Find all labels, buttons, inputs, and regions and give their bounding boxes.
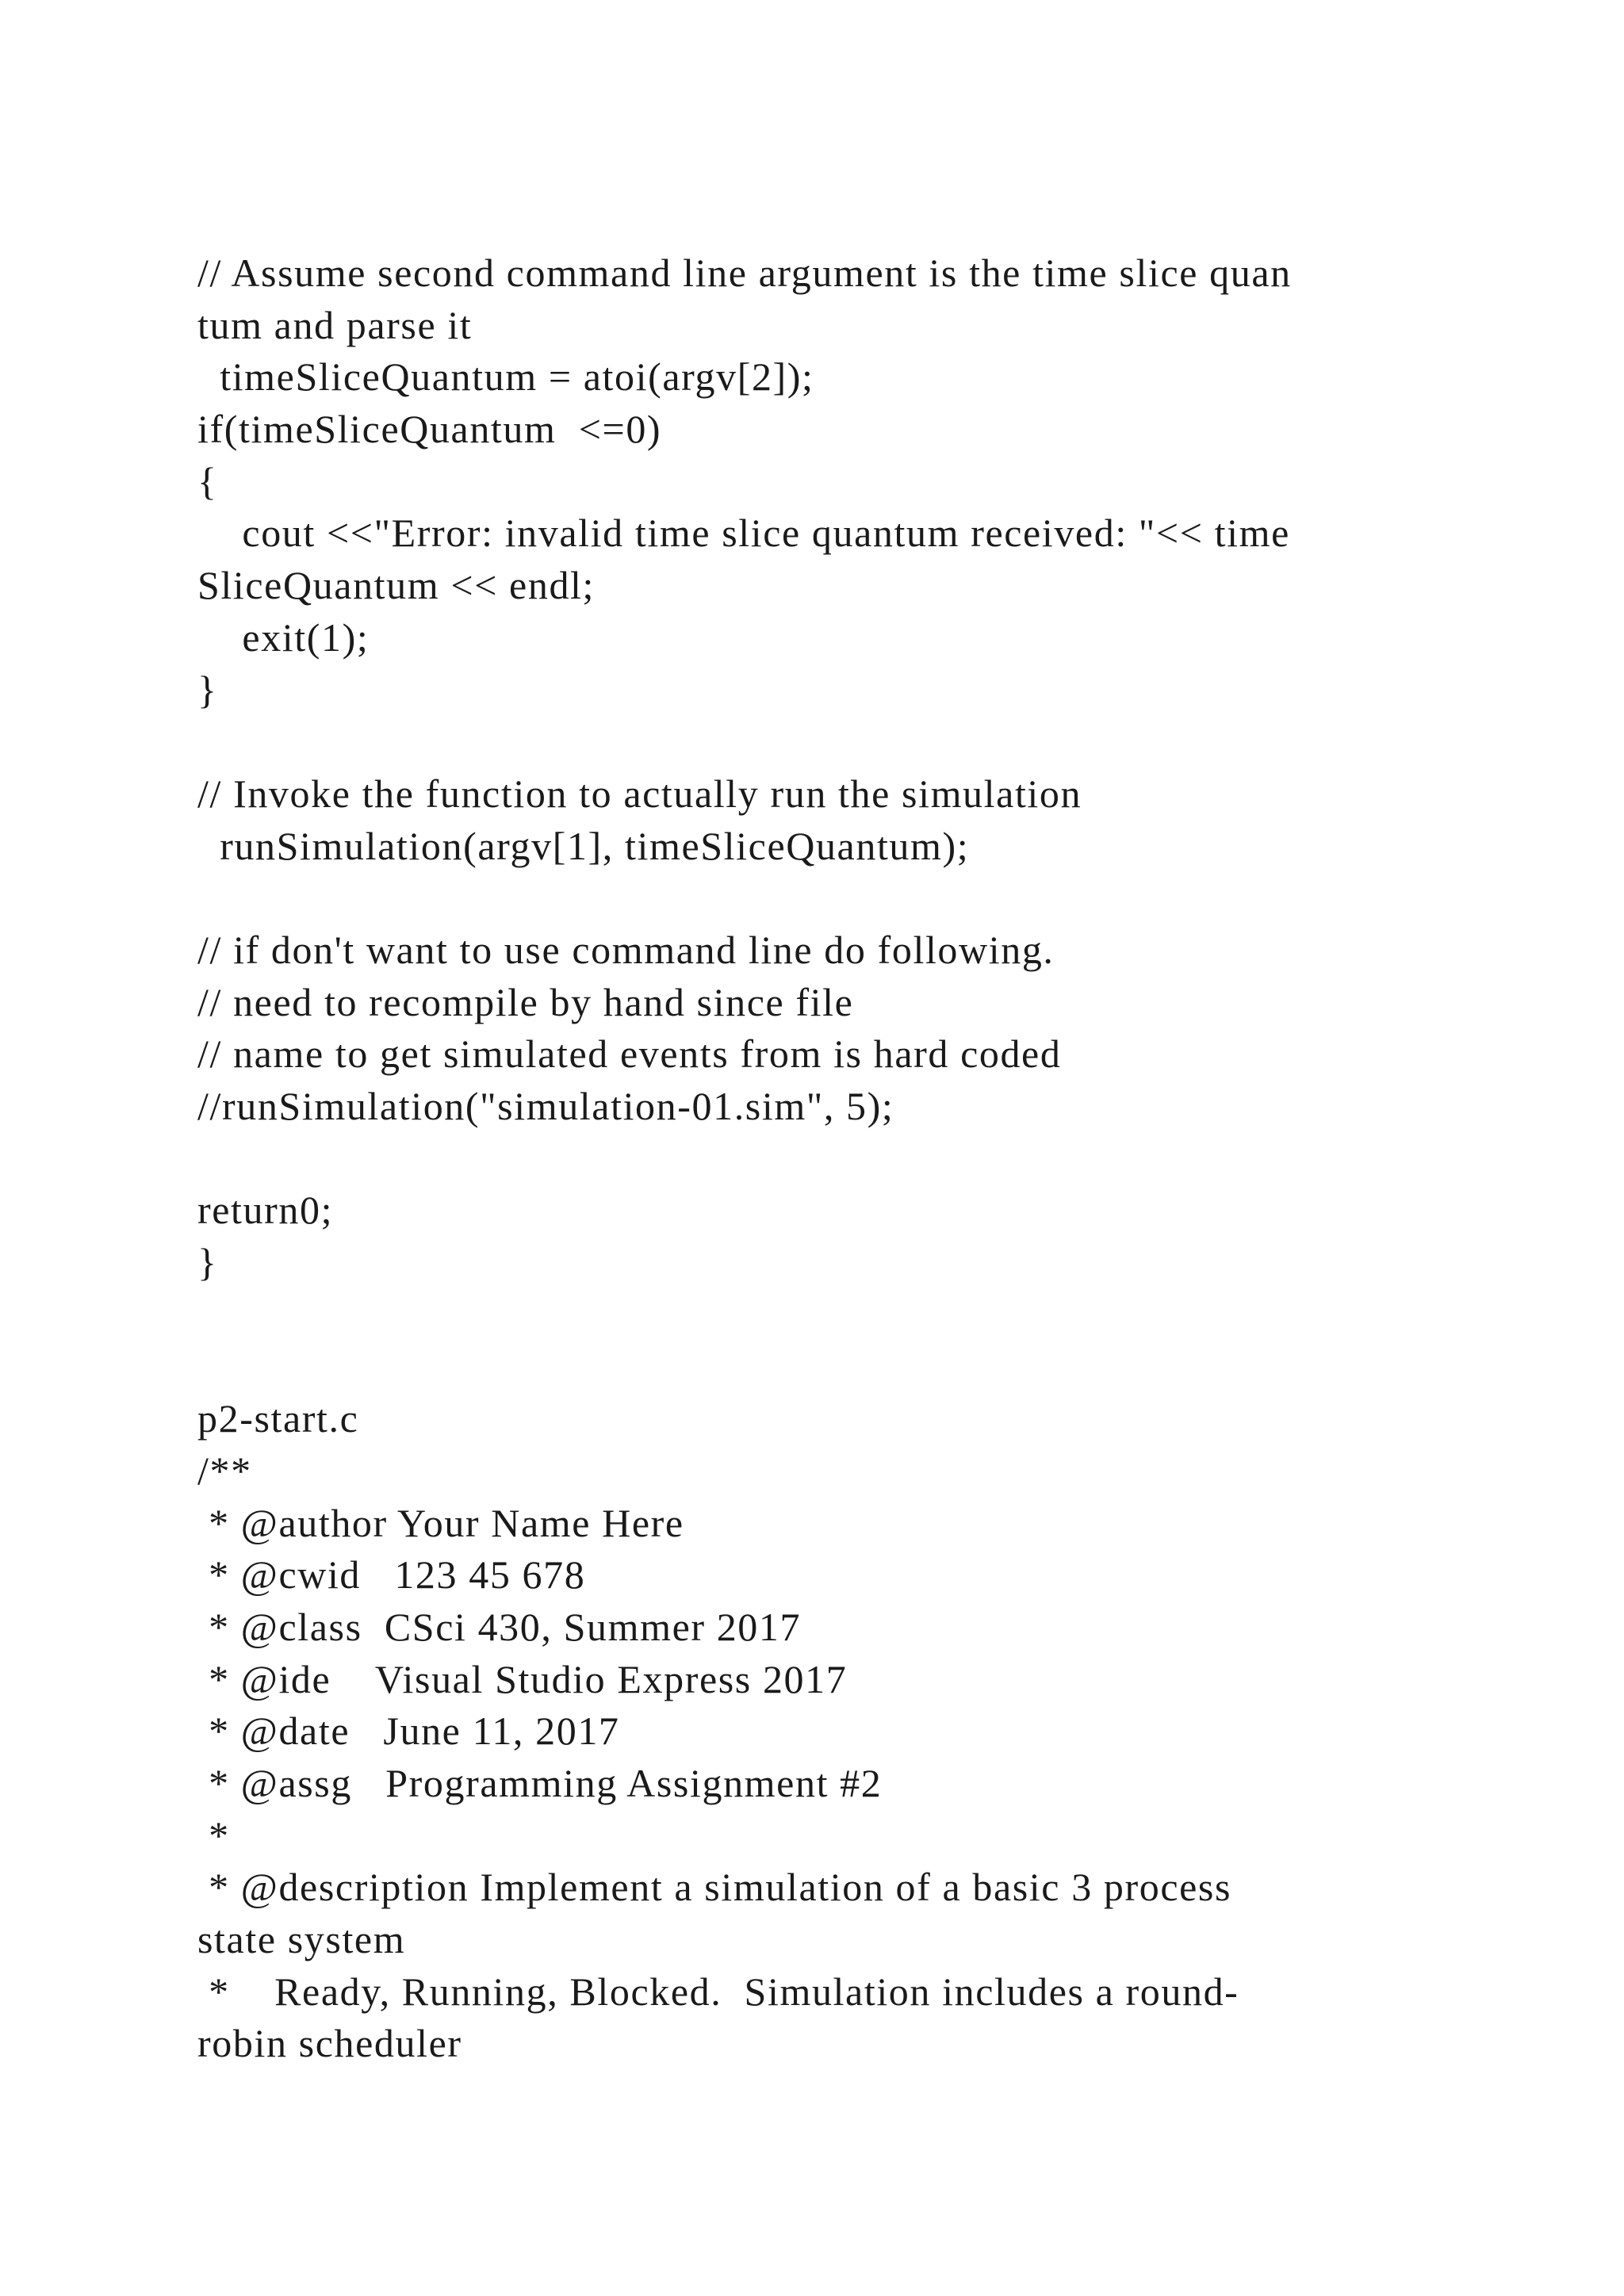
text-line: * @assg Programming Assignment #2	[197, 1760, 883, 1805]
blank-line	[197, 716, 1482, 768]
blank-line	[197, 1133, 1482, 1185]
text-line: * @ide Visual Studio Express 2017	[197, 1656, 848, 1701]
text-line: }	[197, 1240, 218, 1285]
text-line: if(timeSliceQuantum <=0)	[197, 407, 662, 452]
text-line: // name to get simulated events from is hard coded	[197, 1031, 1062, 1077]
text-line: return0;	[197, 1188, 334, 1233]
text-line: cout <<"Error: invalid time slice quantum received: "<< time	[197, 511, 1290, 556]
text-line: SliceQuantum << endl;	[197, 563, 596, 608]
file-name-heading: p2-start.c	[197, 1396, 359, 1441]
blank-line	[197, 872, 1482, 924]
text-line: * @date June 11, 2017	[197, 1709, 620, 1754]
text-line: // Assume second command line argument is the time slice quan	[197, 251, 1292, 295]
text-line: }	[197, 667, 218, 712]
text-line: runSimulation(argv[1], timeSliceQuantum);	[197, 823, 970, 868]
text-line: // need to recompile by hand since file	[197, 979, 854, 1024]
text-line: tum and parse it	[197, 302, 473, 347]
text-line: //runSimulation("simulation-01.sim", 5);	[197, 1084, 894, 1128]
text-line: // Invoke the function to actually run the simulation	[197, 771, 1082, 816]
text-line: exit(1);	[197, 614, 370, 660]
text-line: * Ready, Running, Blocked. Simulation includes a round-	[197, 1969, 1239, 2014]
text-line: {	[197, 458, 218, 503]
text-line: * @class CSci 430, Summer 2017	[197, 1604, 802, 1649]
text-line: * @description Implement a simulation of a basic 3 process	[197, 1865, 1232, 1910]
text-line: *	[197, 1812, 230, 1858]
text-line: * @cwid 123 45 678	[197, 1552, 586, 1598]
text-line: timeSliceQuantum = atoi(argv[2]);	[197, 354, 814, 400]
text-line: robin scheduler	[197, 2021, 462, 2066]
text-line: // if don't want to use command line do following.	[197, 927, 1055, 972]
text-line: state system	[197, 1917, 406, 1961]
text-line: /**	[197, 1448, 252, 1493]
document-body	[197, 247, 1482, 2070]
blank-line	[197, 1289, 1482, 1341]
text-line: * @author Your Name Here	[197, 1500, 684, 1545]
blank-line	[197, 1341, 1482, 1393]
